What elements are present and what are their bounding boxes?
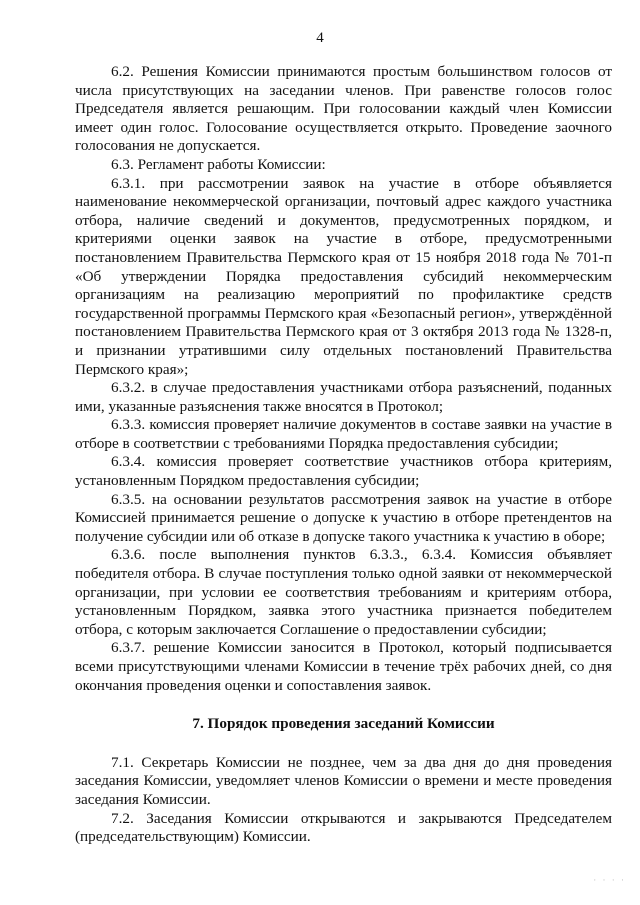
paragraph-6-3-7: 6.3.7. решение Комиссии заносится в Протокол, который подписывается всеми присутствующими членами Комиссии в течение трёх рабочих дней, со дня окончания проведения оценки и сопоставления заявок. <box>75 639 612 694</box>
paragraph-6-3-1: 6.3.1. при рассмотрении заявок на участие в отборе объявляется наименование некоммерческой организации, почтовый адрес каждого участника отбора, наличие сведений и документов, предусмотренных порядком, и критериями оценки заявок на участие в отборе, предусмотренными постановлением Правительства Пермского края от 15 ноября 2018 года № 701-п «Об утверждении Порядка предоставления субсидий некоммерческим организациям на реализацию мероприятий по профилактике средств государственной программы Пермского края «Безопасный регион», утверждённой постановлением Правительства Пермского края от 3 октября 2013 года № 1328-п, и признании утратившими силу отдельных постановлений Правительства Пермского края»; <box>75 174 612 378</box>
paragraph-6-3-6: 6.3.6. после выполнения пунктов 6.3.3., 6.3.4. Комиссия объявляет победителя отбора. В случае поступления только одной заявки от некоммерческой организации, при условии ее соответствия требованиям и критериям отбора, установленным Порядком, заявка этого участника признается победителем отбора, с которым заключается Соглашение о предоставлении субсидии; <box>75 546 612 638</box>
page-number: 4 <box>316 30 324 46</box>
paragraph-6-2: 6.2. Решения Комиссии принимаются простым большинством голосов от числа присутствующих на заседании членов. При равенстве голосов голос Председателя является решающим. При голосовании каждый член Комиссии имеет один голос. Голосование осуществляется открыто. Проведение заочного голосования не допускается. <box>75 63 612 155</box>
paragraph-6-3-2: 6.3.2. в случае предоставления участниками отбора разъяснений, поданных ими, указанные разъяснения также вносятся в Протокол; <box>75 379 612 415</box>
paragraph-7-2: 7.2. Заседания Комиссии открываются и закрываются Председателем (председательствующим) Комиссии. <box>75 809 612 846</box>
paragraph-7-1: 7.1. Секретарь Комиссии не позднее, чем за два дня до дня проведения заседания Комиссии, уведомляет членов Комиссии о времени и месте проведения заседания Комиссии. <box>75 753 612 808</box>
scan-artifact: · · · · <box>593 875 626 885</box>
section-heading: 7. Порядок проведения заседаний Комиссии <box>192 715 495 733</box>
document-body <box>75 63 612 847</box>
paragraph-6-3-4: 6.3.4. комиссия проверяет соответствие участников отбора критериям, установленным Порядком предоставления субсидии; <box>75 453 612 490</box>
paragraph-6-3-5: 6.3.5. на основании результатов рассмотрения заявок на участие в отборе Комиссией принимается решение о допуске к участию в отборе претендентов на получение субсидии или об отказе в допуске такого участника к участию в оборе; <box>75 490 612 545</box>
paragraph-6-3-3: 6.3.3. комиссия проверяет наличие документов в составе заявки на участие в отборе в соответствии с требованиями Порядка предоставления субсидии; <box>75 416 612 452</box>
paragraph-6-3: 6.3. Регламент работы Комиссии: <box>111 155 326 173</box>
